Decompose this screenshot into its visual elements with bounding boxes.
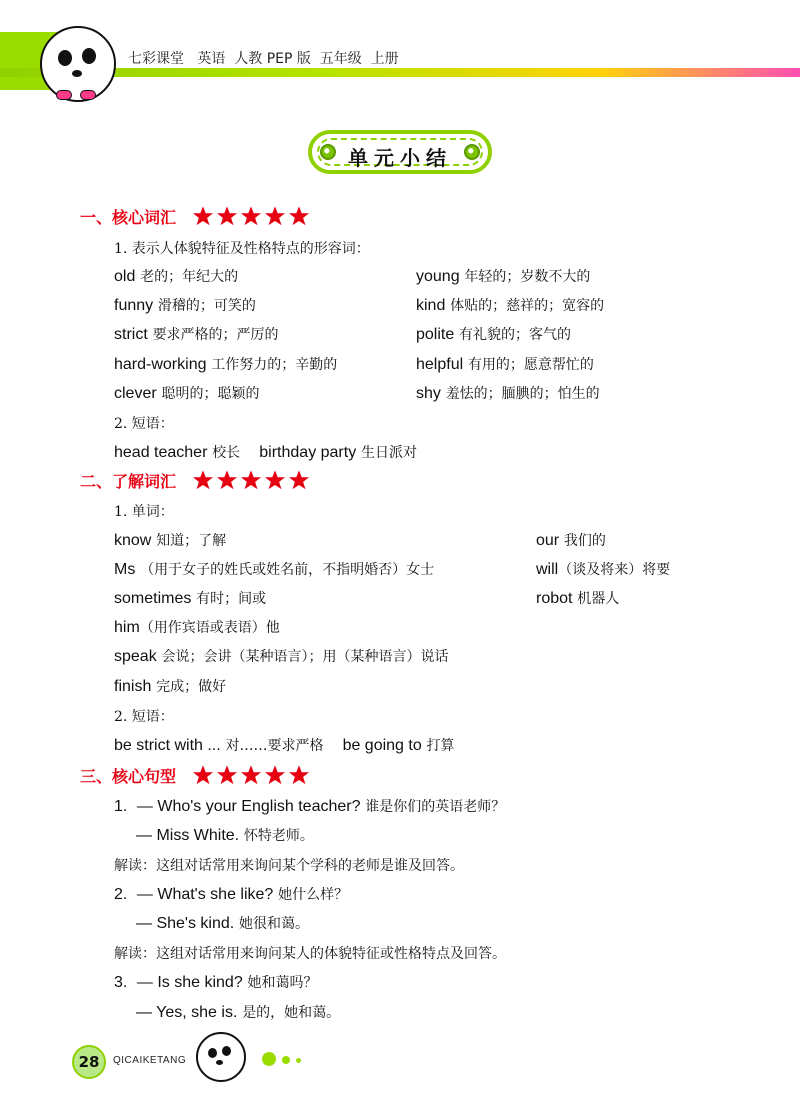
explanation-note: 解读：这组对话常用来询问某人的体貌特征或性格特点及回答。: [114, 946, 506, 962]
star-icon: [240, 205, 262, 227]
vocab-item: Ms （用于女子的姓氏或姓名前，不指明婚否）女士: [114, 561, 435, 578]
star-icon: [240, 469, 262, 491]
page-number: 28: [72, 1045, 106, 1079]
sentence-question: 2. — What's she like? 她什么样？: [114, 886, 349, 903]
header-title: 七彩课堂 英语 人教 PEP 版 五年级 上册: [128, 51, 399, 67]
subheading: 1. 单词：: [114, 504, 174, 520]
star-icon: [288, 205, 310, 227]
star-icon: [240, 764, 262, 786]
footer-brand: QICAIKETANG: [113, 1055, 187, 1066]
subheading: 2. 短语：: [114, 709, 174, 725]
vocab-item: helpful 有用的；愿意帮忙的: [416, 356, 594, 373]
vocab-item: speak 会说；会讲（某种语言）；用（某种语言）说话: [114, 648, 449, 665]
rating-stars: [192, 469, 312, 491]
vocab-item: hard-working 工作努力的；辛勤的: [114, 356, 338, 373]
vocab-item: shy 羞怯的；腼腆的；怕生的: [416, 385, 600, 402]
sentence-answer: — Yes, she is. 是的，她和蔼。: [136, 1004, 341, 1021]
vocab-item: old 老的；年纪大的: [114, 268, 239, 285]
sentence-answer: — Miss White. 怀特老师。: [136, 827, 314, 844]
vocab-item: will（谈及将来）将要: [536, 561, 671, 578]
mascot-icon: [40, 26, 116, 102]
rating-stars: [192, 205, 312, 227]
star-icon: [192, 469, 214, 491]
vocab-item: know 知道；了解: [114, 532, 227, 549]
decor-dot: [262, 1052, 276, 1066]
unit-summary-badge: [308, 130, 492, 174]
vocab-item: clever 聪明的；聪颖的: [114, 385, 260, 402]
vocab-item: strict 要求严格的；严厉的: [114, 326, 279, 343]
star-icon: [288, 469, 310, 491]
vocab-item: robot 机器人: [536, 590, 620, 607]
star-icon: [288, 764, 310, 786]
decor-dot: [296, 1058, 301, 1063]
footer-mascot-icon: [196, 1032, 246, 1082]
vocab-item: funny 滑稽的；可笑的: [114, 297, 256, 314]
star-icon: [216, 469, 238, 491]
header-bar: [0, 68, 800, 77]
explanation-note: 解读：这组对话常用来询问某个学科的老师是谁及回答。: [114, 858, 464, 874]
star-icon: [192, 764, 214, 786]
sentence-answer: — She's kind. 她很和蔼。: [136, 915, 309, 932]
star-icon: [192, 205, 214, 227]
sentence-question: 3. — Is she kind? 她和蔼吗？: [114, 974, 318, 991]
vocab-item: him（用作宾语或表语）他: [114, 619, 280, 636]
vocab-item: polite 有礼貌的；客气的: [416, 326, 572, 343]
star-icon: [216, 205, 238, 227]
rating-stars: [192, 764, 312, 786]
phrase-line: head teacher 校长 birthday party 生日派对: [114, 444, 417, 461]
vocab-item: finish 完成；做好: [114, 678, 227, 695]
subheading: 1. 表示人体貌特征及性格特点的形容词：: [114, 241, 370, 257]
subheading: 2. 短语：: [114, 416, 174, 432]
section-heading-core-sentences: 三、核心句型: [80, 763, 312, 787]
unit-summary-title: 单元小结: [348, 146, 452, 170]
vocab-item: our 我们的: [536, 532, 606, 549]
star-icon: [264, 205, 286, 227]
star-icon: [216, 764, 238, 786]
section-heading-understand-vocab: 二、了解词汇: [80, 468, 312, 492]
decor-dot: [282, 1056, 290, 1064]
star-icon: [264, 469, 286, 491]
phrase-line: be strict with ... 对……要求严格 be going to 打算: [114, 737, 455, 754]
star-icon: [264, 764, 286, 786]
sentence-question: 1. — Who's your English teacher? 谁是你们的英语老师？: [114, 798, 506, 815]
vocab-item: young 年轻的；岁数不大的: [416, 268, 591, 285]
vocab-item: kind 体贴的；慈祥的；宽容的: [416, 297, 605, 314]
vocab-item: sometimes 有时；间或: [114, 590, 267, 607]
section-heading-core-vocab: 一、核心词汇: [80, 204, 312, 228]
